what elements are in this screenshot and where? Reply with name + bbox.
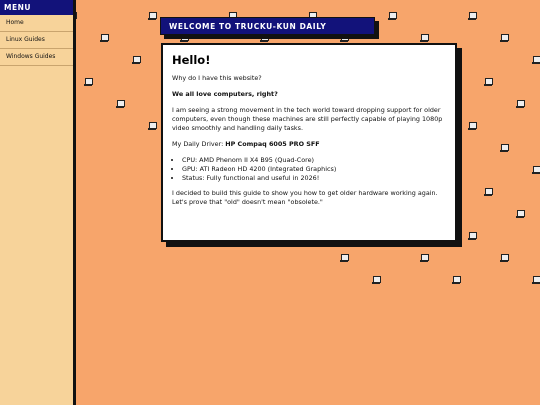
window-title-bar: WELCOME TO TRUCKU-KUN DAILY <box>160 17 375 35</box>
motivation-paragraph: I am seeing a strong movement in the tech world toward dropping support for older computers, even though these machines are still perfectly capable of playing 1080p video smoothly and handling daily tasks. <box>172 106 443 132</box>
intro-statement-bold: We all love computers, right? <box>172 90 278 98</box>
computer-icon <box>132 56 141 64</box>
computer-icon <box>340 254 349 262</box>
computer-icon <box>500 254 509 262</box>
spec-list <box>172 156 446 183</box>
computer-icon <box>468 12 477 20</box>
intro-question: Why do I have this website? <box>172 74 262 82</box>
computer-icon <box>468 122 477 130</box>
computer-icon <box>420 254 429 262</box>
daily-driver-model: HP Compaq 6005 PRO SFF <box>225 140 320 148</box>
sidebar-item-windows-guides[interactable]: Windows Guides <box>0 49 73 66</box>
computer-icon <box>516 210 525 218</box>
spec-item: • CPU: AMD Phenom II X4 B95 (Quad-Core) <box>182 156 446 165</box>
computer-icon <box>532 166 540 174</box>
sidebar-item-linux-guides[interactable]: Linux Guides <box>0 32 73 49</box>
sidebar-item-home[interactable]: Home <box>0 15 73 32</box>
computer-icon <box>516 100 525 108</box>
computer-icon <box>420 34 429 42</box>
closing-paragraph: I decided to build this guide to show you how to get older hardware working again. Let's prove that "old" doesn't mean "obsolete." <box>172 189 438 206</box>
computer-icon <box>100 34 109 42</box>
greeting-heading: Hello! <box>172 53 211 67</box>
computer-icon <box>340 34 349 42</box>
intro-statement <box>172 90 446 99</box>
computer-icon <box>148 12 157 20</box>
sidebar <box>0 0 76 405</box>
computer-icon <box>148 122 157 130</box>
spec-item: • GPU: ATI Radeon HD 4200 (Integrated Graphics) <box>182 165 446 174</box>
spec-item: • Status: Fully functional and useful in 2026! <box>182 174 446 183</box>
daily-driver-label: My Daily Driver: <box>172 140 226 148</box>
computer-icon <box>500 34 509 42</box>
computer-icon <box>532 56 540 64</box>
computer-icon <box>116 100 125 108</box>
computer-icon <box>76 12 77 20</box>
computer-icon <box>452 276 461 284</box>
welcome-window <box>161 43 457 242</box>
computer-icon <box>388 12 397 20</box>
computer-icon <box>484 188 493 196</box>
computer-icon <box>500 144 509 152</box>
computer-icon <box>532 276 540 284</box>
daily-driver <box>172 140 446 149</box>
computer-icon <box>484 78 493 86</box>
sidebar-header: MENU <box>0 0 73 15</box>
computer-icon <box>84 78 93 86</box>
computer-icon <box>468 232 477 240</box>
computer-icon <box>372 276 381 284</box>
